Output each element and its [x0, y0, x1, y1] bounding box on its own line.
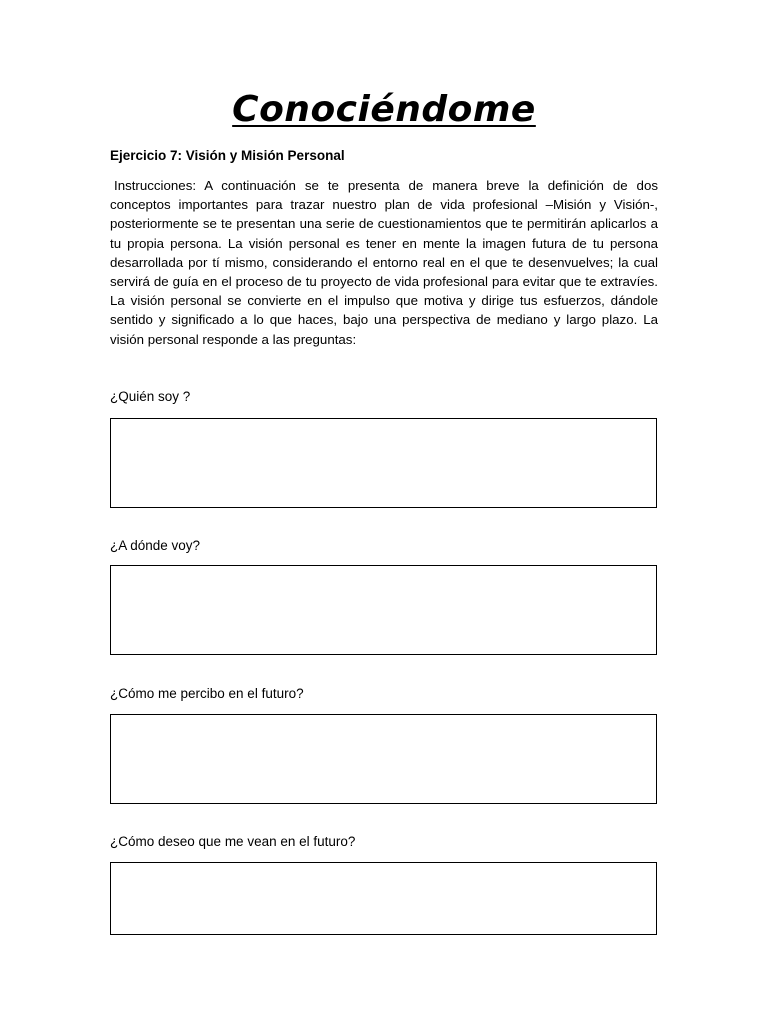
- answer-box-self-perception-future[interactable]: [110, 714, 657, 804]
- document-title: Conociéndome: [232, 89, 536, 130]
- question-label-how-others-see-me: ¿Cómo deseo que me vean en el futuro?: [110, 834, 356, 849]
- question-label-self-perception-future: ¿Cómo me percibo en el futuro?: [110, 686, 304, 701]
- question-label-where-am-i-going: ¿A dónde voy?: [110, 538, 201, 553]
- question-label-who-am-i: ¿Quién soy ?: [110, 389, 191, 404]
- answer-box-how-others-see-me[interactable]: [110, 862, 657, 935]
- exercise-heading: Ejercicio 7: Visión y Misión Personal: [110, 148, 345, 163]
- instructions-paragraph: Instrucciones: A continuación se te presenta de manera breve la definición de dos conceptos importantes para trazar nuestro plan de vida profesional –Misión y Visión-, posteriormente se te presentan una serie de cuestionamientos que te permitirán aplicarlos a tu propia persona. La visión personal es tener en mente la imagen futura de tu persona desarrollada por tí mismo, considerando el entorno real en el que te desenvuelves; la cual servirá de guía en el proceso de tu proyecto de vida profesional para evitar que te extravíes. La visión personal se convierte en el impulso que motiva y dirige tus esfuerzos, dándole sentido y significado a lo que haces, bajo una perspectiva de mediano y largo plazo. La visión personal responde a las preguntas:: [110, 178, 658, 347]
- answer-box-where-am-i-going[interactable]: [110, 565, 657, 655]
- answer-box-who-am-i[interactable]: [110, 418, 657, 508]
